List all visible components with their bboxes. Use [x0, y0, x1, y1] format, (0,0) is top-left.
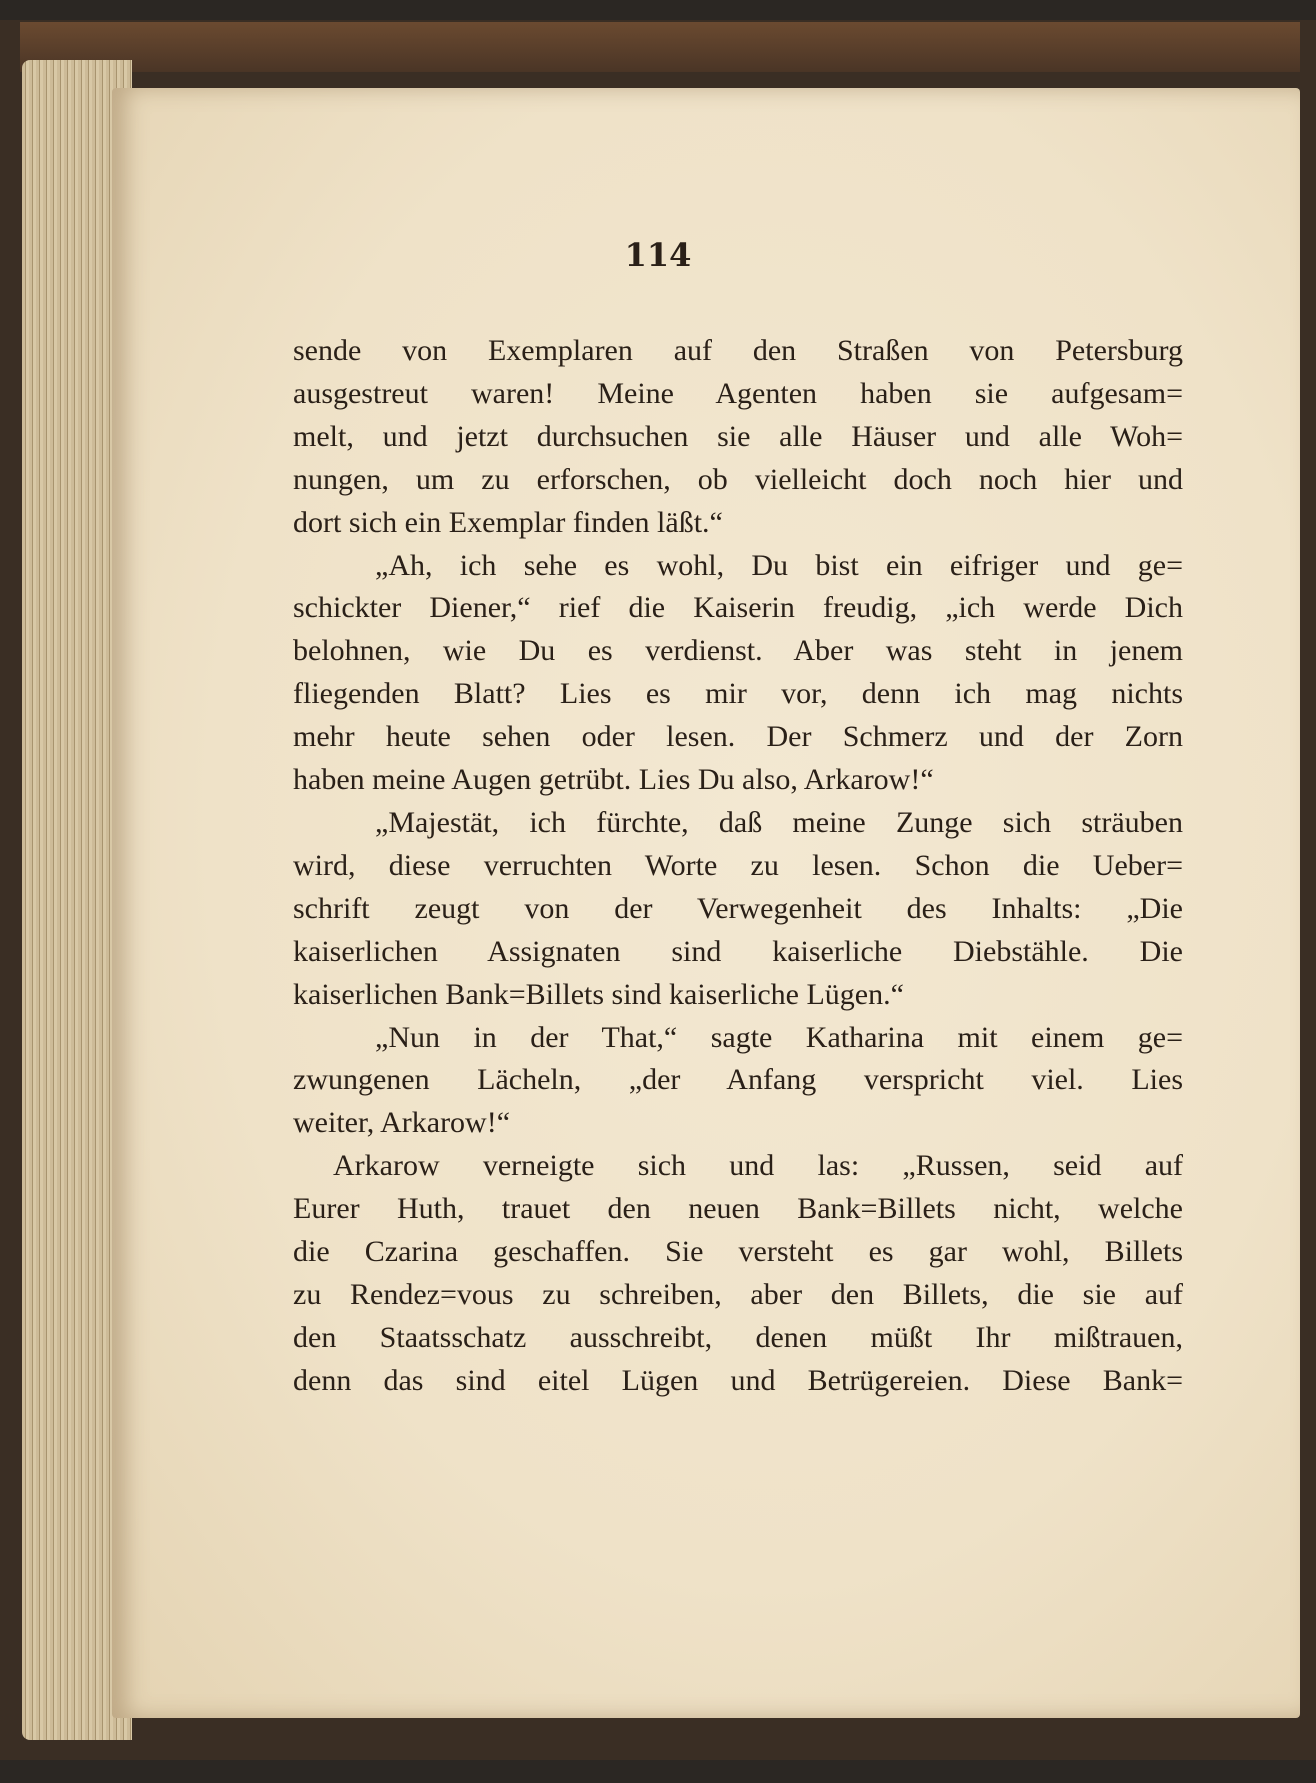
- text-line-content: die Czarina geschaffen. Sie versteht es gar wohl, Billets: [293, 1235, 1183, 1269]
- paragraph: [293, 1017, 1183, 1146]
- text-line: [293, 502, 1183, 545]
- text-line-content: kaiserlichen Bank=Billets sind kaiserliche Lügen.“: [293, 977, 904, 1011]
- text-line-content: ausgestreut waren! Meine Agenten haben sie aufgesam=: [293, 376, 1183, 410]
- text-line-content: Eurer Huth, trauet den neuen Bank=Billets nicht, welche: [293, 1192, 1183, 1226]
- text-line: [293, 673, 1183, 716]
- text-line: [293, 1059, 1183, 1102]
- text-line: [293, 459, 1183, 502]
- text-line: [293, 1017, 1183, 1060]
- paragraph: [293, 545, 1183, 802]
- body-text: [293, 330, 1183, 1403]
- text-line-content: „Ah, ich sehe es wohl, Du bist ein eifriger und ge=: [375, 548, 1183, 582]
- text-line: [293, 1317, 1183, 1360]
- text-line: [293, 888, 1183, 931]
- text-line: [293, 716, 1183, 759]
- text-line: [293, 373, 1183, 416]
- paragraph: [293, 330, 1183, 545]
- text-line: [293, 330, 1183, 373]
- text-line: [293, 931, 1183, 974]
- paragraph: [293, 1145, 1183, 1402]
- text-line-content: kaiserlichen Assignaten sind kaiserliche Diebstähle. Die: [293, 934, 1183, 968]
- text-line-content: zu Rendez=vous zu schreiben, aber den Billets, die sie auf: [293, 1277, 1183, 1311]
- paragraph: [293, 802, 1183, 1017]
- text-line: [293, 1102, 1183, 1145]
- text-line-content: „Majestät, ich fürchte, daß meine Zunge sich sträuben: [375, 805, 1183, 839]
- text-line: [293, 630, 1183, 673]
- text-line-content: Arkarow verneigte sich und las: „Russen, seid auf: [333, 1149, 1183, 1183]
- text-line-content: schickter Diener,“ rief die Kaiserin freudig, „ich werde Dich: [293, 591, 1183, 625]
- text-line-content: weiter, Arkarow!“: [293, 1106, 511, 1140]
- text-line-content: denn das sind eitel Lügen und Betrügereien. Diese Bank=: [293, 1363, 1183, 1397]
- text-line: [293, 802, 1183, 845]
- text-line: [293, 1231, 1183, 1274]
- text-line-content: melt, und jetzt durchsuchen sie alle Häuser und alle Woh=: [293, 419, 1183, 453]
- book-top-edge: [20, 22, 1300, 72]
- text-line-content: belohnen, wie Du es verdienst. Aber was steht in jenem: [293, 634, 1183, 668]
- text-line-content: zwungenen Lächeln, „der Anfang verspricht viel. Lies: [293, 1063, 1183, 1097]
- text-line-content: mehr heute sehen oder lesen. Der Schmerz und der Zorn: [293, 720, 1183, 754]
- text-line: [293, 1360, 1183, 1403]
- text-line-content: wird, diese verruchten Worte zu lesen. Schon die Ueber=: [293, 848, 1183, 882]
- text-line-content: schrift zeugt von der Verwegenheit des Inhalts: „Die: [293, 891, 1183, 925]
- page-number: 114: [624, 236, 692, 274]
- text-line-content: den Staatsschatz ausschreibt, denen müßt Ihr mißtrauen,: [293, 1320, 1183, 1354]
- text-line-content: nungen, um zu erforschen, ob vielleicht doch noch hier und: [293, 462, 1183, 496]
- text-line: [293, 974, 1183, 1017]
- text-line-content: fliegenden Blatt? Lies es mir vor, denn ich mag nichts: [293, 677, 1183, 711]
- text-line-content: haben meine Augen getrübt. Lies Du also, Arkarow!“: [293, 763, 934, 797]
- text-line: [293, 1188, 1183, 1231]
- text-line: [293, 1145, 1183, 1188]
- text-line-content: „Nun in der That,“ sagte Katharina mit einem ge=: [375, 1020, 1183, 1054]
- text-line-content: sende von Exemplaren auf den Straßen von Petersburg: [293, 334, 1183, 367]
- text-line: [293, 759, 1183, 802]
- text-line: [293, 1274, 1183, 1317]
- text-line: [293, 587, 1183, 630]
- text-line: [293, 845, 1183, 888]
- text-line: [293, 416, 1183, 459]
- text-line-content: dort sich ein Exemplar finden läßt.“: [293, 505, 723, 539]
- text-line: [293, 545, 1183, 588]
